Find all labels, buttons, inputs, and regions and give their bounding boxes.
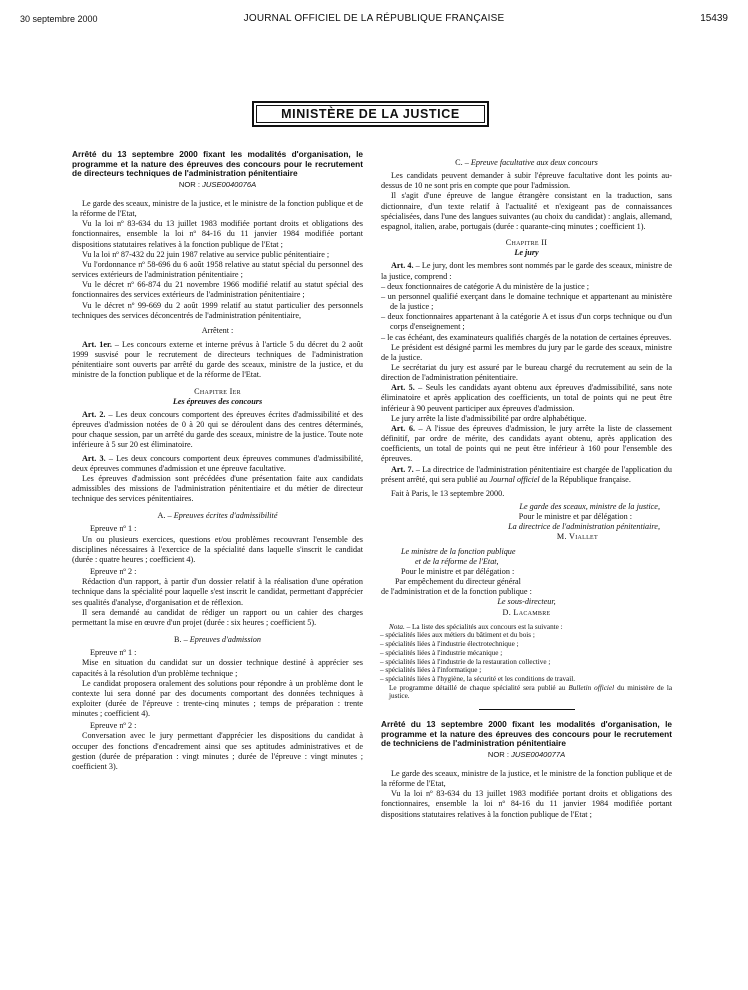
epreuve-a1-label: Epreuve nº 1 : xyxy=(90,524,137,534)
nota-intro xyxy=(381,623,672,632)
section-c-paragraph-2: Il s'agit d'une épreuve de langue étrangère consistant en la traduction, sans dictionnaire, d'un texte relatif à l'actualité et n'exigeant pas de connaissances spécialisées, dans l'une des langues suivantes (au choix du candidat) : anglais, allemand, espagnol, italien, arabe, portugais (durée : quarante-cinq minutes ; coefficient 1). xyxy=(381,191,672,231)
nota-program-note xyxy=(381,684,672,701)
signatory-1-delegation: Pour le ministre et par délégation : xyxy=(518,512,632,522)
article-1-text: – Les concours externe et interne prévus à l'article 5 du décret du 2 août 1999 susvisé pour le recrutement de directeurs techniques de l'administration pénitentiaire sont ouverts par arrêté du garde des sceaux, ministre de la justice, et du ministre de la fonction publique et de la réforme de l'Etat. xyxy=(72,339,363,380)
journal-officiel-ref: Journal officiel xyxy=(489,474,540,484)
article-1 xyxy=(72,340,363,381)
chapter-1-title: Les épreuves des concours xyxy=(172,396,263,406)
section-b-prefix: B. – xyxy=(174,635,190,645)
preamble-paragraph: Vu le décret nº 99-669 du 2 août 1999 relatif au statut particulier des personnels techniques des services déconcentrés de l'administration pénitentiaire, xyxy=(72,300,363,320)
header-journal-title: JOURNAL OFFICIEL DE LA RÉPUBLIQUE FRANÇAISE xyxy=(243,13,505,24)
preamble-paragraph: Vu le décret nº 66-874 du 21 novembre 1966 modifié relatif au statut spécial des fonctionnaires des services extérieurs de l'administration pénitentiaire ; xyxy=(72,280,363,300)
epreuve-b2-label: Epreuve nº 2 : xyxy=(90,721,137,731)
decree-title: Arrêté du 13 septembre 2000 fixant les modalités d'organisation, le programme et la nature des épreuves des concours pour le recrutement de directeurs techniques de l'administration pénitentiaire xyxy=(72,149,363,179)
specialty-item: – spécialités liées à l'hygiène, la sécurité et les conditions de travail. xyxy=(380,674,576,683)
section-a-title: Epreuves écrites d'admissibilité xyxy=(173,511,278,521)
article-6 xyxy=(381,424,672,465)
section-c-title: Epreuve facultative aux deux concours xyxy=(470,158,598,167)
header-page-number: 15439 xyxy=(700,13,728,24)
chapter-2-title: Le jury xyxy=(514,248,539,258)
arretent: Arrêtent : xyxy=(201,325,234,335)
preamble-paragraph: Vu l'ordonnance nº 58-696 du 6 août 1958 relative au statut spécial du personnel des services extérieurs de l'administration pénitentiaire ; xyxy=(72,259,363,280)
article-5-label: Art. 5. xyxy=(391,383,415,393)
article-4-paragraph-3: Le secrétariat du jury est assuré par le bureau chargé du recrutement au sein de la direction de l'administration pénitentiaire. xyxy=(381,362,672,383)
epreuve-b1-text: Mise en situation du candidat sur un dossier technique destiné à apprécier ses capacités à la résolution d'un problème technique ; xyxy=(72,658,363,678)
article-7-text: – La directrice de l'administration pénitentiaire est chargée de l'application du présent arrêté, qui sera publié au xyxy=(381,464,672,484)
jury-member-item: – deux fonctionnaires appartenant à la catégorie A et issus d'un corps technique ou d'un corps d'enseignement ; xyxy=(381,312,672,332)
left-column xyxy=(72,150,363,772)
article-5-paragraph-2: Le jury arrête la liste d'admissibilité par ordre alphabétique. xyxy=(391,413,587,423)
decree-2-preamble: Le garde des sceaux, ministre de la justice, et le ministre de la fonction publique et de la réforme de l'Etat, xyxy=(381,768,672,789)
specialty-item: – spécialités liées aux métiers du bâtiment et du bois ; xyxy=(380,631,535,640)
chapter-1-heading: Chapitre Ier xyxy=(194,386,241,396)
signatory-2-title: Le ministre de la fonction publique xyxy=(401,546,516,556)
section-a-prefix: A. – xyxy=(157,511,174,521)
article-2-text: – Les deux concours comportent des épreuves écrites d'admissibilité et des épreuves d'admission notées de 0 à 20 qui se déroulent dans des centres déterminés, pour chaque session, par un arrêté du garde des sceaux, ministre de la justice. Toute note inférieure à 5 sur 20 est éliminatoire. xyxy=(72,409,363,450)
jury-member-item: – le cas échéant, des examinateurs qualifiés chargés de la notation de certaines épreuves. xyxy=(381,332,672,342)
article-5 xyxy=(381,383,672,413)
article-3 xyxy=(72,454,363,474)
section-b-title: Epreuves d'admission xyxy=(189,635,261,645)
epreuve-b1-text-2: Le candidat proposera oralement des solutions pour répondre à un problème dont le contexte lui sera donné par des documents comportant des données techniques à exploiter (durée de l'épreuve : trente-cinq minutes ; temps de préparation : trente minutes ; coefficient 4). xyxy=(72,678,363,719)
section-b-heading xyxy=(72,635,363,645)
article-3-text: – Les deux concours comportent deux épreuves communes d'admissibilité, deux épreuves communes d'admission et une épreuve facultative. xyxy=(72,453,363,473)
nota-program-text: Le programme détaillé de chaque spécialité sera publié au xyxy=(389,683,569,692)
ministry-heading: MINISTÈRE DE LA JUSTICE xyxy=(256,105,485,123)
article-6-label: Art. 6. xyxy=(391,423,415,433)
nor-reference xyxy=(72,180,363,190)
nor-label: NOR : xyxy=(178,179,200,189)
article-1-label: Art. 1er. xyxy=(82,339,112,349)
signatory-2-direction: de l'administration et de la fonction publique : xyxy=(381,587,532,597)
specialty-item: – spécialités liées à l'industrie électrotechnique ; xyxy=(380,640,519,649)
article-3-paragraph: Les épreuves d'admission sont précédées d'une présentation faite aux candidats admissibles des missions de l'administration pénitentiaire et du métier de directeur technique des services pénitentiaires. xyxy=(72,473,363,504)
signatory-2-title-2: et de la réforme de l'Etat, xyxy=(415,556,499,566)
article-2 xyxy=(72,410,363,451)
epreuve-a2-text-2: Il sera demandé au candidat de rédiger un rapport ou un cahier des charges permettant la mise en œuvre d'un projet (durée : six heures ; coefficient 5). xyxy=(72,607,363,627)
preamble-paragraph: Le garde des sceaux, ministre de la justice, et le ministre de la fonction publique et de la réforme de l'Etat, xyxy=(72,198,363,219)
section-divider xyxy=(479,709,575,710)
section-c-prefix: C. – xyxy=(455,158,471,167)
article-3-label: Art. 3. xyxy=(82,453,106,463)
chapter-2-heading: Chapitre II xyxy=(505,238,548,248)
nor-2-reference xyxy=(381,750,672,760)
signatory-1-role: La directrice de l'administration pénitentiaire, xyxy=(508,522,660,532)
signatory-2-role: Le sous-directeur, xyxy=(497,597,556,607)
article-2-label: Art. 2. xyxy=(82,409,106,419)
header-date: 30 septembre 2000 xyxy=(20,14,98,24)
nota-program-end: du ministère de la justice. xyxy=(389,683,673,701)
article-5-text: – Seuls les candidats ayant obtenu aux épreuves d'admissibilité, sans note éliminatoire et après application des coefficients, un total de points qui ne peut être inférieur à 90 peuvent participer aux épreuves d'admission. xyxy=(381,383,672,413)
preamble-paragraph: Vu la loi nº 83-634 du 13 juillet 1983 modifiée portant droits et obligations des fonctionnaires, ensemble la loi nº 84-16 du 11 janvier 1984 modifiée portant dispositions statutaires relatives à la fonction publique de l'Etat ; xyxy=(72,219,363,249)
article-7-label: Art. 7. xyxy=(391,464,414,474)
signatory-2-delegation: Pour le ministre et par délégation : xyxy=(401,566,515,576)
decree-2-preamble: Vu la loi nº 83-634 du 13 juillet 1983 modifiée portant droits et obligations des fonctionnaires, ensemble la loi nº 84-16 du 11 janvier 1984 modifiée portant dispositions statutaires relatives à la fonction publique de l'Etat ; xyxy=(381,789,672,819)
article-4-text: – Le jury, dont les membres sont nommés par le garde des sceaux, ministre de la justice, comprend : xyxy=(381,261,672,281)
epreuve-a2-label: Epreuve nº 2 : xyxy=(90,567,137,577)
specialty-item: – spécialités liées à l'industrie mécanique ; xyxy=(380,648,503,657)
signatory-1-name: M. Viallet xyxy=(556,532,598,542)
preamble-paragraph: Vu la loi nº 87-432 du 22 juin 1987 relative au service public pénitentiaire ; xyxy=(82,249,330,259)
section-a-heading xyxy=(72,511,363,521)
nota-block xyxy=(381,623,672,701)
specialty-item: – spécialités liées à l'industrie de la restauration collective ; xyxy=(380,657,551,666)
article-7 xyxy=(381,465,672,485)
bulletin-officiel-ref: Bulletin officiel xyxy=(568,683,615,692)
article-7-end: de la République française. xyxy=(539,474,631,484)
nota-intro-text: – La liste des spécialités aux concours est la suivante : xyxy=(404,622,563,631)
nota-label: Nota. xyxy=(389,622,405,631)
jury-member-item: – un personnel qualifié exerçant dans le domaine technique et appartenant au ministère de la justice ; xyxy=(381,291,672,312)
page-header xyxy=(20,12,728,28)
section-c-paragraph: Les candidats peuvent demander à subir l'épreuve facultative dont les points au-dessus de 10 ne sont pris en compte que pour l'admission. xyxy=(381,171,672,191)
signatory-2-name: D. Lacambre xyxy=(502,607,551,617)
epreuve-a2-text: Rédaction d'un rapport, à partir d'un dossier relatif à la réalisation d'une opération technique dans la spécialité pour laquelle s'est inscrit le candidat, permettant d'apprécier ses qualités d'analyse, d'organisation et de réflexion. xyxy=(72,577,363,607)
article-4 xyxy=(381,261,672,281)
jury-member-item: – deux fonctionnaires de catégorie A du ministère de la justice ; xyxy=(381,281,590,291)
nor-2-label: NOR : xyxy=(487,749,509,759)
article-4-label: Art. 4. xyxy=(391,261,414,271)
right-column xyxy=(381,150,672,820)
epreuve-a1-text: Un ou plusieurs exercices, questions et/ou problèmes recouvrant l'ensemble des disciplines nécessaires à l'exercice de la spécialité dans laquelle s'inscrit le candidat (durée : quatre heures ; coefficient 4). xyxy=(72,534,363,564)
signatory-2-empechement: Par empêchement du directeur général xyxy=(395,577,521,587)
epreuve-b2-text: Conversation avec le jury permettant d'apprécier les dispositions du candidat à occuper des fonctions d'encadrement ainsi que ses aptitudes administratives et de gestion (durée de préparation : vingt minutes ; durée de l'épreuve : vingt minutes ; coefficient 3). xyxy=(72,731,363,771)
article-6-text: – A l'issue des épreuves d'admission, le jury arrête la liste de classement définitif, par ordre de mérite, des candidats ayant obtenu, après application des coefficients, un total de points qui ne peut être inférieur à 160 pour l'ensemble des épreuves. xyxy=(381,423,672,464)
specialty-item: – spécialités liées à l'informatique ; xyxy=(380,666,482,675)
signature-date: Fait à Paris, le 13 septembre 2000. xyxy=(391,488,505,498)
article-4-paragraph-2: Le président est désigné parmi les membres du jury par le garde des sceaux, ministre de la justice. xyxy=(381,342,672,362)
epreuve-b1-label: Epreuve nº 1 : xyxy=(90,648,137,658)
nor-2-code: JUSE0040077A xyxy=(511,749,566,759)
section-c-heading xyxy=(381,158,672,168)
ministry-heading-box xyxy=(252,101,489,127)
signatory-1-title: Le garde des sceaux, ministre de la justice, xyxy=(519,502,660,511)
nor-code: JUSE0040076A xyxy=(202,179,257,189)
decree-2-title: Arrêté du 13 septembre 2000 fixant les modalités d'organisation, le programme et la nature des épreuves des concours pour le recrutement de techniciens de l'administration pénitentiaire xyxy=(381,719,672,749)
